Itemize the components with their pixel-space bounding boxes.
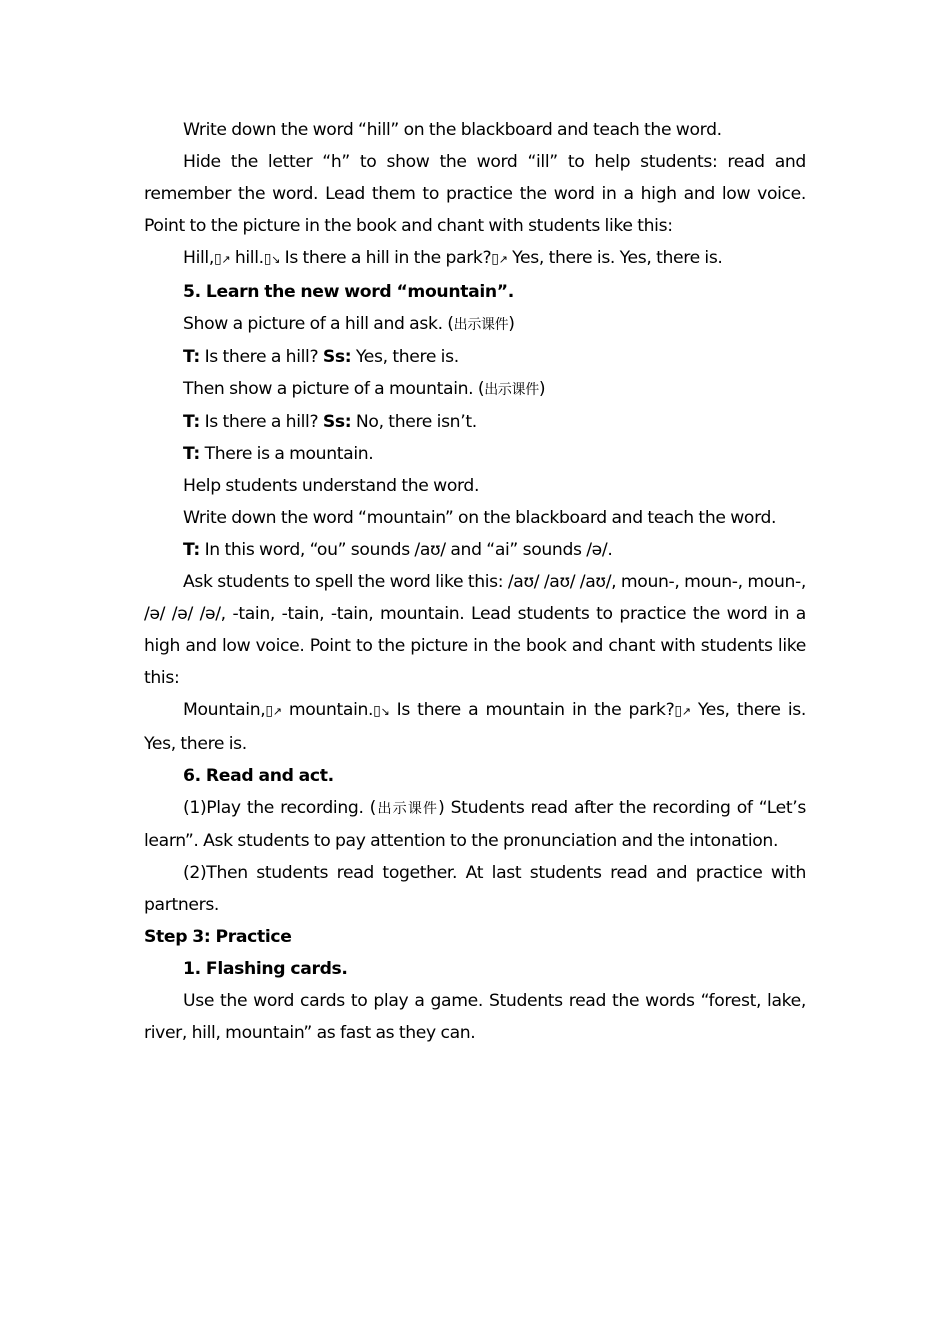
chant-text: Yes, there is. Yes, there is. bbox=[507, 248, 723, 268]
document-page bbox=[144, 114, 806, 1049]
paragraph-word-cards: Use the word cards to play a game. Students read the words “forest, lake, river, hill, mountain” as fast as they can. bbox=[144, 991, 806, 1043]
dialogue-line bbox=[144, 438, 806, 470]
paragraph-write-hill: Write down the word “hill” on the blackboard and teach the word. bbox=[183, 120, 722, 140]
dialogue-line bbox=[144, 534, 806, 566]
paragraph-text: ) bbox=[538, 379, 546, 399]
paragraph-text: Then show a picture of a mountain. ( bbox=[183, 379, 485, 399]
dialogue-line bbox=[144, 406, 806, 438]
heading-read-and-act: 6. Read and act. bbox=[183, 766, 334, 786]
paragraph-hide-letter: Hide the letter “h” to show the word “ill” to help students: read and remember the word. Lead them to practice the word in a high and low voice. Point to the picture in the book and chant with students like this: bbox=[144, 152, 806, 236]
rising-intonation-icon: ↗ bbox=[221, 253, 231, 266]
heading-step-3-practice: Step 3: Practice bbox=[144, 927, 292, 947]
speaker-students: Ss: bbox=[322, 412, 352, 432]
speaker-teacher: T: bbox=[183, 347, 200, 367]
missing-glyph-icon: ▯ bbox=[213, 251, 222, 267]
chant-text: Hill, bbox=[183, 248, 214, 268]
paragraph-show-hill bbox=[144, 308, 806, 341]
dialogue-text: No, there isn’t. bbox=[351, 412, 477, 432]
speaker-students: Ss: bbox=[322, 347, 352, 367]
rising-intonation-icon: ↗ bbox=[498, 253, 508, 266]
paragraph-spell-word: Ask students to spell the word like this: /aʊ/ /aʊ/ /aʊ/, moun-, moun-, moun-, /ə/ /ə/ /ə/, -tain, -tain, -tain, mountain. Lead students to practice the word in a high and low voice. Point to the picture in the book and chant with students like this: bbox=[144, 572, 806, 688]
paragraph-text: ) bbox=[508, 314, 515, 334]
paragraph-text: Show a picture of a hill and ask. ( bbox=[183, 314, 454, 334]
rising-intonation-icon: ↗ bbox=[272, 705, 282, 718]
paragraph-read-together: (2)Then students read together. At last students read and practice with partners. bbox=[144, 863, 806, 915]
falling-intonation-icon: ↘ bbox=[271, 253, 280, 266]
paragraph-show-mountain bbox=[144, 373, 806, 406]
rising-intonation-icon: ↗ bbox=[681, 705, 691, 718]
paragraph-text: (1)Play the recording. ( bbox=[183, 798, 377, 818]
chant-text: Mountain, bbox=[183, 700, 266, 720]
falling-intonation-icon: ↘ bbox=[380, 705, 390, 718]
paragraph-text: ) Students read after the recording of “Let’s learn”. Ask students to pay attention to the pronunciation and the intonation. bbox=[144, 798, 806, 851]
dialogue-line bbox=[144, 341, 806, 373]
dialogue-text: Yes, there is. bbox=[351, 347, 459, 367]
missing-glyph-icon: ▯ bbox=[674, 703, 682, 719]
chant-text: hill. bbox=[230, 248, 264, 268]
paragraph-play-recording bbox=[144, 792, 806, 857]
speaker-teacher: T: bbox=[183, 412, 200, 432]
paragraph-write-mountain: Write down the word “mountain” on the blackboard and teach the word. bbox=[183, 508, 777, 528]
dialogue-text: In this word, “ou” sounds /aʊ/ and “ai” sounds /ə/. bbox=[199, 540, 613, 560]
missing-glyph-icon: ▯ bbox=[265, 703, 273, 719]
heading-flashing-cards: 1. Flashing cards. bbox=[183, 959, 348, 979]
missing-glyph-icon: ▯ bbox=[491, 251, 499, 267]
dialogue-text: Is there a hill? bbox=[199, 347, 323, 367]
heading-learn-mountain: 5. Learn the new word “mountain”. bbox=[183, 282, 514, 302]
dialogue-text: Is there a hill? bbox=[199, 412, 323, 432]
chant-text: mountain. bbox=[281, 700, 374, 720]
chinese-note: 出示课件 bbox=[484, 382, 539, 398]
chinese-note: 出示课件 bbox=[376, 801, 439, 817]
speaker-teacher: T: bbox=[183, 540, 200, 560]
chant-mountain bbox=[144, 694, 806, 760]
speaker-teacher: T: bbox=[183, 444, 200, 464]
chant-text: Is there a mountain in the park? bbox=[389, 700, 675, 720]
chinese-note: 出示课件 bbox=[453, 317, 509, 333]
chant-text: Is there a hill in the park? bbox=[279, 248, 492, 268]
dialogue-text: There is a mountain. bbox=[199, 444, 374, 464]
paragraph-help-understand: Help students understand the word. bbox=[183, 476, 480, 496]
missing-glyph-icon: ▯ bbox=[373, 703, 381, 719]
chant-hill bbox=[144, 242, 806, 276]
chant-text: Yes, there is. Yes, there is. bbox=[144, 700, 806, 754]
missing-glyph-icon: ▯ bbox=[263, 251, 272, 267]
